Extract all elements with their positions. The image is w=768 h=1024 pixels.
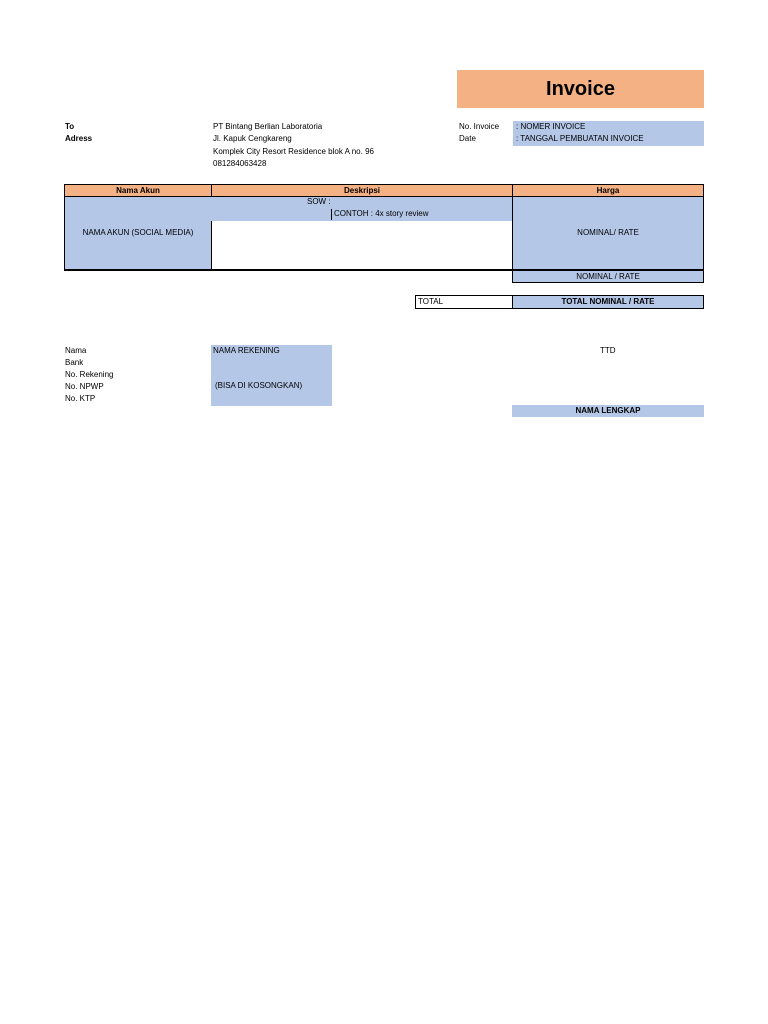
invoice-title-box xyxy=(457,70,704,108)
bank-note: (BISA DI KOSONGKAN) xyxy=(215,381,303,390)
sow-label: SOW : xyxy=(307,197,331,206)
recipient-address-line1: Jl. Kapuk Cengkareng xyxy=(213,134,292,143)
total-value-cell xyxy=(512,295,704,309)
invoice-number-value: : NOMER INVOICE xyxy=(516,122,586,131)
total-label: TOTAL xyxy=(418,297,444,306)
recipient-phone: 081284063428 xyxy=(213,159,267,168)
bank-label-ktp: No. KTP xyxy=(65,394,96,403)
bank-label-bank: Bank xyxy=(65,358,84,367)
account-name: NAMA AKUN (SOCIAL MEDIA) xyxy=(82,228,194,237)
recipient-address-line2: Komplek City Resort Residence blok A no. 96 xyxy=(213,147,374,156)
header-account: Nama Akun xyxy=(64,184,212,197)
bank-label-rekening: No. Rekening xyxy=(65,370,114,379)
invoice-number-label: No. Invoice xyxy=(459,122,500,131)
recipient-company: PT Bintang Berlian Laboratoria xyxy=(213,122,323,131)
signature-full-name: NAMA LENGKAP xyxy=(575,406,641,415)
invoice-date-value: : TANGGAL PEMBUATAN INVOICE xyxy=(516,134,644,143)
total-value: TOTAL NOMINAL / RATE xyxy=(561,297,655,306)
price-value: NOMINAL/ RATE xyxy=(577,228,639,237)
total-label-cell xyxy=(415,295,513,309)
bank-label-npwp: No. NPWP xyxy=(65,382,104,391)
header-description: Deskripsi xyxy=(211,184,513,197)
signature-name-cell xyxy=(512,405,704,417)
header-price: Harga xyxy=(512,184,704,197)
bank-label-nama: Nama xyxy=(65,346,87,355)
description-example: CONTOH : 4x story review xyxy=(334,209,429,218)
bank-account-name: NAMA REKENING xyxy=(213,346,280,355)
subtotal-cell xyxy=(512,271,704,283)
description-empty-area xyxy=(211,221,513,271)
signature-label: TTD xyxy=(600,346,616,355)
account-name-cell xyxy=(64,197,212,271)
subtotal-value: NOMINAL / RATE xyxy=(576,271,640,281)
to-label: To xyxy=(65,122,75,131)
price-cell xyxy=(512,197,704,271)
example-divider xyxy=(331,209,332,220)
address-label: Adress xyxy=(65,134,93,143)
invoice-date-label: Date xyxy=(459,134,476,143)
invoice-title: Invoice xyxy=(546,77,615,100)
